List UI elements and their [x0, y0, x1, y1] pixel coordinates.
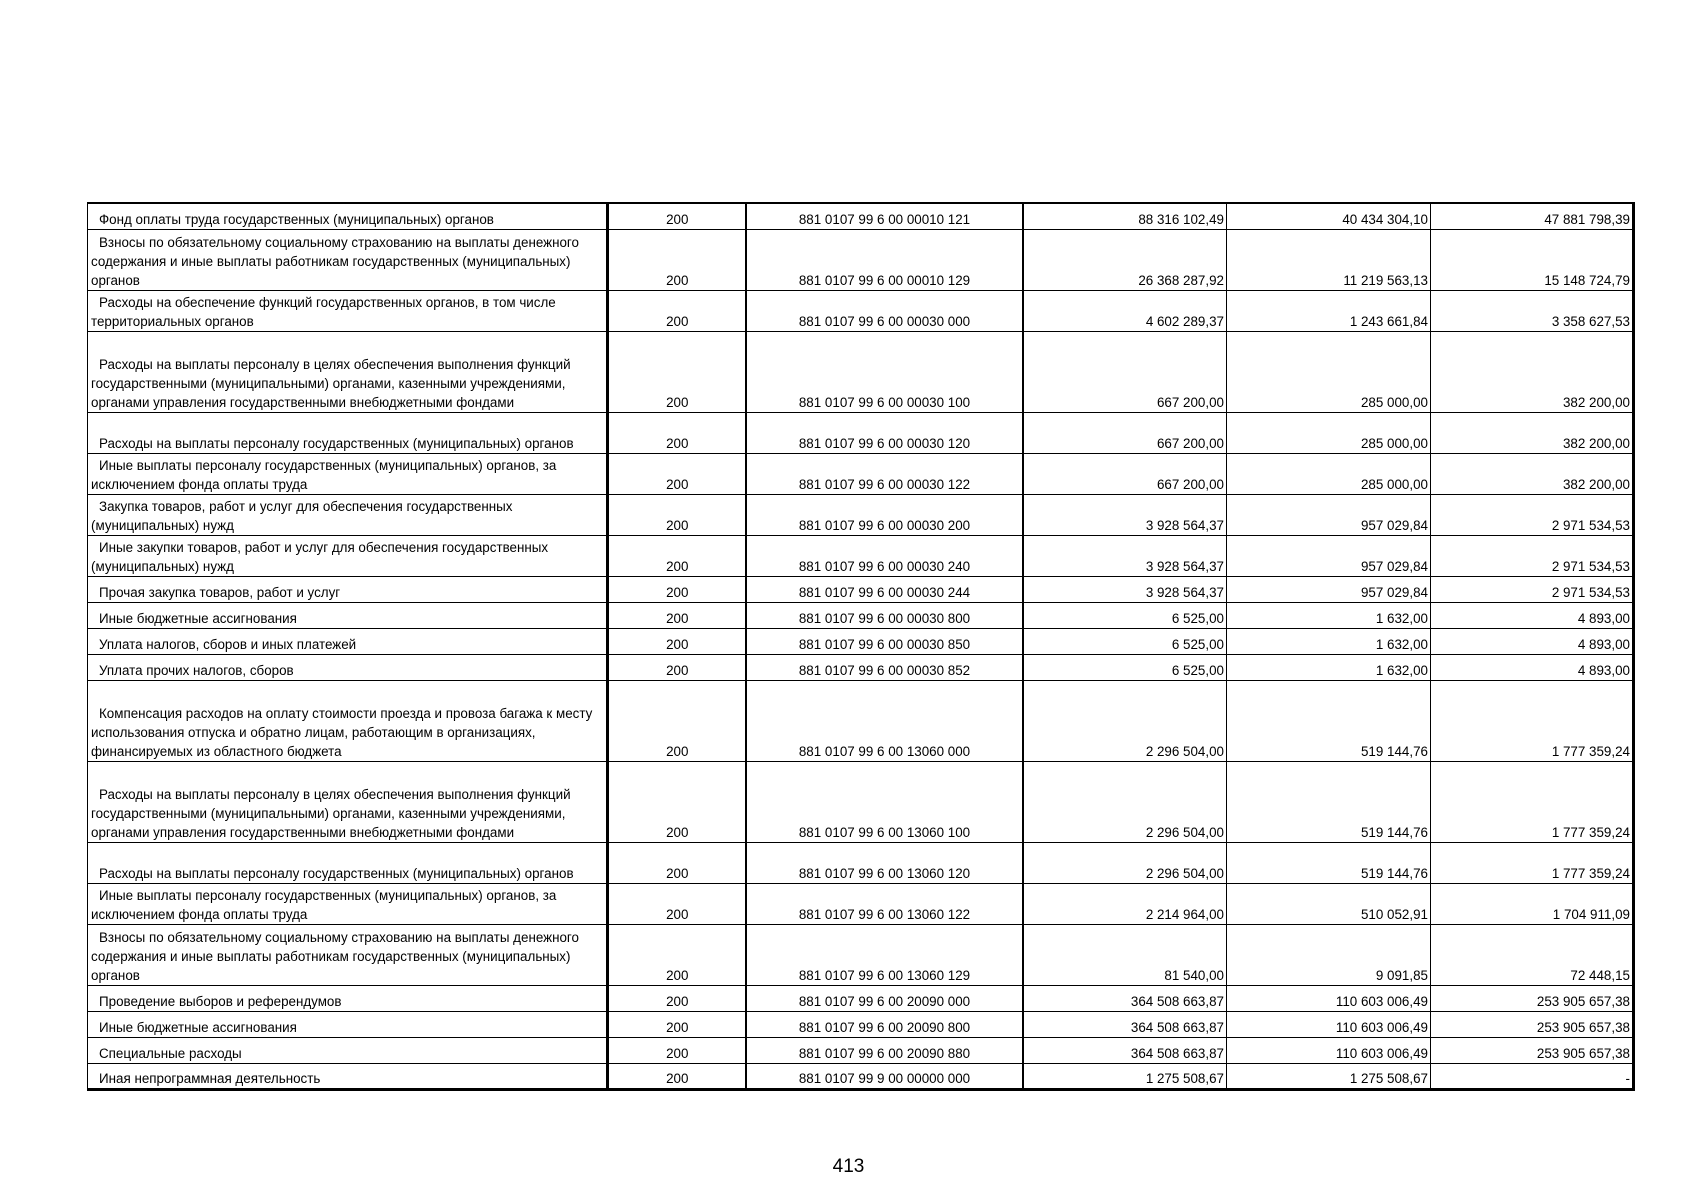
- remaining-amount-cell: 382 200,00: [1431, 412, 1634, 453]
- budget-classification-code-cell: 881 0107 99 6 00 00030 122: [746, 453, 1023, 494]
- line-code-cell: 200: [608, 535, 746, 576]
- remaining-amount-cell: 1 704 911,09: [1431, 883, 1634, 924]
- executed-amount-cell: 519 144,76: [1227, 761, 1431, 842]
- executed-amount-cell: 957 029,84: [1227, 535, 1431, 576]
- expense-name-cell: Специальные расходы: [88, 1037, 608, 1063]
- expense-name-cell: Иные выплаты персоналу государственных (муниципальных) органов, за исключением фонда оплаты труда: [88, 453, 608, 494]
- table-row: [88, 494, 1634, 535]
- remaining-amount-cell: 2 971 534,53: [1431, 494, 1634, 535]
- remaining-amount-cell: 2 971 534,53: [1431, 576, 1634, 602]
- line-code-cell: 200: [608, 494, 746, 535]
- expense-name-cell: Расходы на выплаты персоналу государственных (муниципальных) органов: [88, 842, 608, 883]
- line-code-cell: 200: [608, 680, 746, 761]
- table-row: [88, 654, 1634, 680]
- expense-name-cell: Уплата прочих налогов, сборов: [88, 654, 608, 680]
- line-code-cell: 200: [608, 924, 746, 985]
- remaining-amount-cell: 1 777 359,24: [1431, 680, 1634, 761]
- line-code-cell: 200: [608, 1011, 746, 1037]
- budget-execution-table: [87, 202, 1635, 1091]
- executed-amount-cell: 519 144,76: [1227, 842, 1431, 883]
- approved-amount-cell: 667 200,00: [1023, 331, 1227, 412]
- budget-classification-code-cell: 881 0107 99 6 00 00030 000: [746, 290, 1023, 331]
- approved-amount-cell: 364 508 663,87: [1023, 1011, 1227, 1037]
- executed-amount-cell: 11 219 563,13: [1227, 229, 1431, 290]
- approved-amount-cell: 6 525,00: [1023, 628, 1227, 654]
- page-number: 413: [832, 1156, 865, 1177]
- remaining-amount-cell: 3 358 627,53: [1431, 290, 1634, 331]
- line-code-cell: 200: [608, 761, 746, 842]
- expense-name-cell: Закупка товаров, работ и услуг для обеспечения государственных (муниципальных) нужд: [88, 494, 608, 535]
- executed-amount-cell: 40 434 304,10: [1227, 203, 1431, 229]
- table-row: [88, 842, 1634, 883]
- line-code-cell: 200: [608, 229, 746, 290]
- executed-amount-cell: 285 000,00: [1227, 331, 1431, 412]
- budget-classification-code-cell: 881 0107 99 6 00 00030 800: [746, 602, 1023, 628]
- table-row: [88, 628, 1634, 654]
- approved-amount-cell: 2 296 504,00: [1023, 680, 1227, 761]
- table-row: [88, 453, 1634, 494]
- table-row: [88, 985, 1634, 1011]
- budget-classification-code-cell: 881 0107 99 6 00 00030 240: [746, 535, 1023, 576]
- remaining-amount-cell: 382 200,00: [1431, 453, 1634, 494]
- expense-name-cell: Расходы на обеспечение функций государственных органов, в том числе территориальных органов: [88, 290, 608, 331]
- approved-amount-cell: 667 200,00: [1023, 453, 1227, 494]
- line-code-cell: 200: [608, 1037, 746, 1063]
- approved-amount-cell: 88 316 102,49: [1023, 203, 1227, 229]
- approved-amount-cell: 364 508 663,87: [1023, 1037, 1227, 1063]
- table-row: [88, 1037, 1634, 1063]
- budget-classification-code-cell: 881 0107 99 6 00 13060 100: [746, 761, 1023, 842]
- remaining-amount-cell: 253 905 657,38: [1431, 1011, 1634, 1037]
- line-code-cell: 200: [608, 290, 746, 331]
- remaining-amount-cell: 15 148 724,79: [1431, 229, 1634, 290]
- remaining-amount-cell: 47 881 798,39: [1431, 203, 1634, 229]
- executed-amount-cell: 519 144,76: [1227, 680, 1431, 761]
- expense-name-cell: Иные выплаты персоналу государственных (муниципальных) органов, за исключением фонда оплаты труда: [88, 883, 608, 924]
- approved-amount-cell: 3 928 564,37: [1023, 494, 1227, 535]
- executed-amount-cell: 9 091,85: [1227, 924, 1431, 985]
- table-row: [88, 331, 1634, 412]
- line-code-cell: 200: [608, 985, 746, 1011]
- approved-amount-cell: 2 214 964,00: [1023, 883, 1227, 924]
- approved-amount-cell: 6 525,00: [1023, 654, 1227, 680]
- remaining-amount-cell: 4 893,00: [1431, 602, 1634, 628]
- table-row: [88, 883, 1634, 924]
- table-row: [88, 576, 1634, 602]
- approved-amount-cell: 26 368 287,92: [1023, 229, 1227, 290]
- budget-classification-code-cell: 881 0107 99 6 00 20090 800: [746, 1011, 1023, 1037]
- table-row: [88, 229, 1634, 290]
- expense-name-cell: Взносы по обязательному социальному страхованию на выплаты денежного содержания и иные выплаты работникам государственных (муниципальных) органов: [88, 229, 608, 290]
- executed-amount-cell: 110 603 006,49: [1227, 985, 1431, 1011]
- budget-classification-code-cell: 881 0107 99 6 00 00010 129: [746, 229, 1023, 290]
- table-row: [88, 1063, 1634, 1089]
- expense-name-cell: Иная непрограммная деятельность: [88, 1063, 608, 1089]
- expense-name-cell: Фонд оплаты труда государственных (муниципальных) органов: [88, 203, 608, 229]
- remaining-amount-cell: 4 893,00: [1431, 628, 1634, 654]
- budget-classification-code-cell: 881 0107 99 6 00 13060 120: [746, 842, 1023, 883]
- budget-classification-code-cell: 881 0107 99 9 00 00000 000: [746, 1063, 1023, 1089]
- executed-amount-cell: 285 000,00: [1227, 412, 1431, 453]
- approved-amount-cell: 81 540,00: [1023, 924, 1227, 985]
- table-row: [88, 761, 1634, 842]
- budget-classification-code-cell: 881 0107 99 6 00 00030 850: [746, 628, 1023, 654]
- approved-amount-cell: 364 508 663,87: [1023, 985, 1227, 1011]
- line-code-cell: 200: [608, 628, 746, 654]
- executed-amount-cell: 1 275 508,67: [1227, 1063, 1431, 1089]
- expense-name-cell: Проведение выборов и референдумов: [88, 985, 608, 1011]
- line-code-cell: 200: [608, 576, 746, 602]
- remaining-amount-cell: 253 905 657,38: [1431, 1037, 1634, 1063]
- table-row: [88, 680, 1634, 761]
- remaining-amount-cell: 4 893,00: [1431, 654, 1634, 680]
- line-code-cell: 200: [608, 453, 746, 494]
- approved-amount-cell: 667 200,00: [1023, 412, 1227, 453]
- line-code-cell: 200: [608, 883, 746, 924]
- approved-amount-cell: 1 275 508,67: [1023, 1063, 1227, 1089]
- remaining-amount-cell: 253 905 657,38: [1431, 985, 1634, 1011]
- approved-amount-cell: 2 296 504,00: [1023, 842, 1227, 883]
- expense-name-cell: Уплата налогов, сборов и иных платежей: [88, 628, 608, 654]
- executed-amount-cell: 1 243 661,84: [1227, 290, 1431, 331]
- expense-name-cell: Расходы на выплаты персоналу в целях обеспечения выполнения функций государственными (муниципальными) органами, казенными учреждениями, органами управления государственными внебюджетными фондами: [88, 761, 608, 842]
- approved-amount-cell: 4 602 289,37: [1023, 290, 1227, 331]
- budget-classification-code-cell: 881 0107 99 6 00 20090 000: [746, 985, 1023, 1011]
- budget-classification-code-cell: 881 0107 99 6 00 00030 120: [746, 412, 1023, 453]
- executed-amount-cell: 1 632,00: [1227, 602, 1431, 628]
- expense-name-cell: Расходы на выплаты персоналу государственных (муниципальных) органов: [88, 412, 608, 453]
- approved-amount-cell: 3 928 564,37: [1023, 576, 1227, 602]
- approved-amount-cell: 6 525,00: [1023, 602, 1227, 628]
- expense-name-cell: Взносы по обязательному социальному страхованию на выплаты денежного содержания и иные выплаты работникам государственных (муниципальных) органов: [88, 924, 608, 985]
- table-row: [88, 924, 1634, 985]
- budget-classification-code-cell: 881 0107 99 6 00 13060 000: [746, 680, 1023, 761]
- remaining-amount-cell: 1 777 359,24: [1431, 842, 1634, 883]
- budget-classification-code-cell: 881 0107 99 6 00 00030 852: [746, 654, 1023, 680]
- table-row: [88, 602, 1634, 628]
- budget-classification-code-cell: 881 0107 99 6 00 00030 100: [746, 331, 1023, 412]
- expense-name-cell: Компенсация расходов на оплату стоимости проезда и провоза багажа к месту использования отпуска и обратно лицам, работающим в организациях, финансируемых из областного бюджета: [88, 680, 608, 761]
- approved-amount-cell: 2 296 504,00: [1023, 761, 1227, 842]
- budget-classification-code-cell: 881 0107 99 6 00 13060 129: [746, 924, 1023, 985]
- table-row: [88, 412, 1634, 453]
- line-code-cell: 200: [608, 842, 746, 883]
- table-row: [88, 290, 1634, 331]
- remaining-amount-cell: 72 448,15: [1431, 924, 1634, 985]
- budget-classification-code-cell: 881 0107 99 6 00 00030 200: [746, 494, 1023, 535]
- expense-name-cell: Расходы на выплаты персоналу в целях обеспечения выполнения функций государственными (муниципальными) органами, казенными учреждениями, органами управления государственными внебюджетными фондами: [88, 331, 608, 412]
- table-row: [88, 1011, 1634, 1037]
- executed-amount-cell: 1 632,00: [1227, 654, 1431, 680]
- table-row: [88, 203, 1634, 229]
- budget-classification-code-cell: 881 0107 99 6 00 00030 244: [746, 576, 1023, 602]
- line-code-cell: 200: [608, 203, 746, 229]
- line-code-cell: 200: [608, 602, 746, 628]
- table-body: [88, 203, 1634, 1089]
- budget-classification-code-cell: 881 0107 99 6 00 00010 121: [746, 203, 1023, 229]
- executed-amount-cell: 285 000,00: [1227, 453, 1431, 494]
- expense-name-cell: Иные закупки товаров, работ и услуг для обеспечения государственных (муниципальных) нужд: [88, 535, 608, 576]
- executed-amount-cell: 1 632,00: [1227, 628, 1431, 654]
- expense-name-cell: Прочая закупка товаров, работ и услуг: [88, 576, 608, 602]
- budget-classification-code-cell: 881 0107 99 6 00 20090 880: [746, 1037, 1023, 1063]
- line-code-cell: 200: [608, 654, 746, 680]
- executed-amount-cell: 110 603 006,49: [1227, 1037, 1431, 1063]
- executed-amount-cell: 957 029,84: [1227, 576, 1431, 602]
- remaining-amount-cell: 382 200,00: [1431, 331, 1634, 412]
- remaining-amount-cell: -: [1431, 1063, 1634, 1089]
- remaining-amount-cell: 2 971 534,53: [1431, 535, 1634, 576]
- line-code-cell: 200: [608, 412, 746, 453]
- expense-name-cell: Иные бюджетные ассигнования: [88, 1011, 608, 1037]
- executed-amount-cell: 110 603 006,49: [1227, 1011, 1431, 1037]
- remaining-amount-cell: 1 777 359,24: [1431, 761, 1634, 842]
- executed-amount-cell: 957 029,84: [1227, 494, 1431, 535]
- table-row: [88, 535, 1634, 576]
- line-code-cell: 200: [608, 1063, 746, 1089]
- approved-amount-cell: 3 928 564,37: [1023, 535, 1227, 576]
- line-code-cell: 200: [608, 331, 746, 412]
- expense-name-cell: Иные бюджетные ассигнования: [88, 602, 608, 628]
- budget-classification-code-cell: 881 0107 99 6 00 13060 122: [746, 883, 1023, 924]
- executed-amount-cell: 510 052,91: [1227, 883, 1431, 924]
